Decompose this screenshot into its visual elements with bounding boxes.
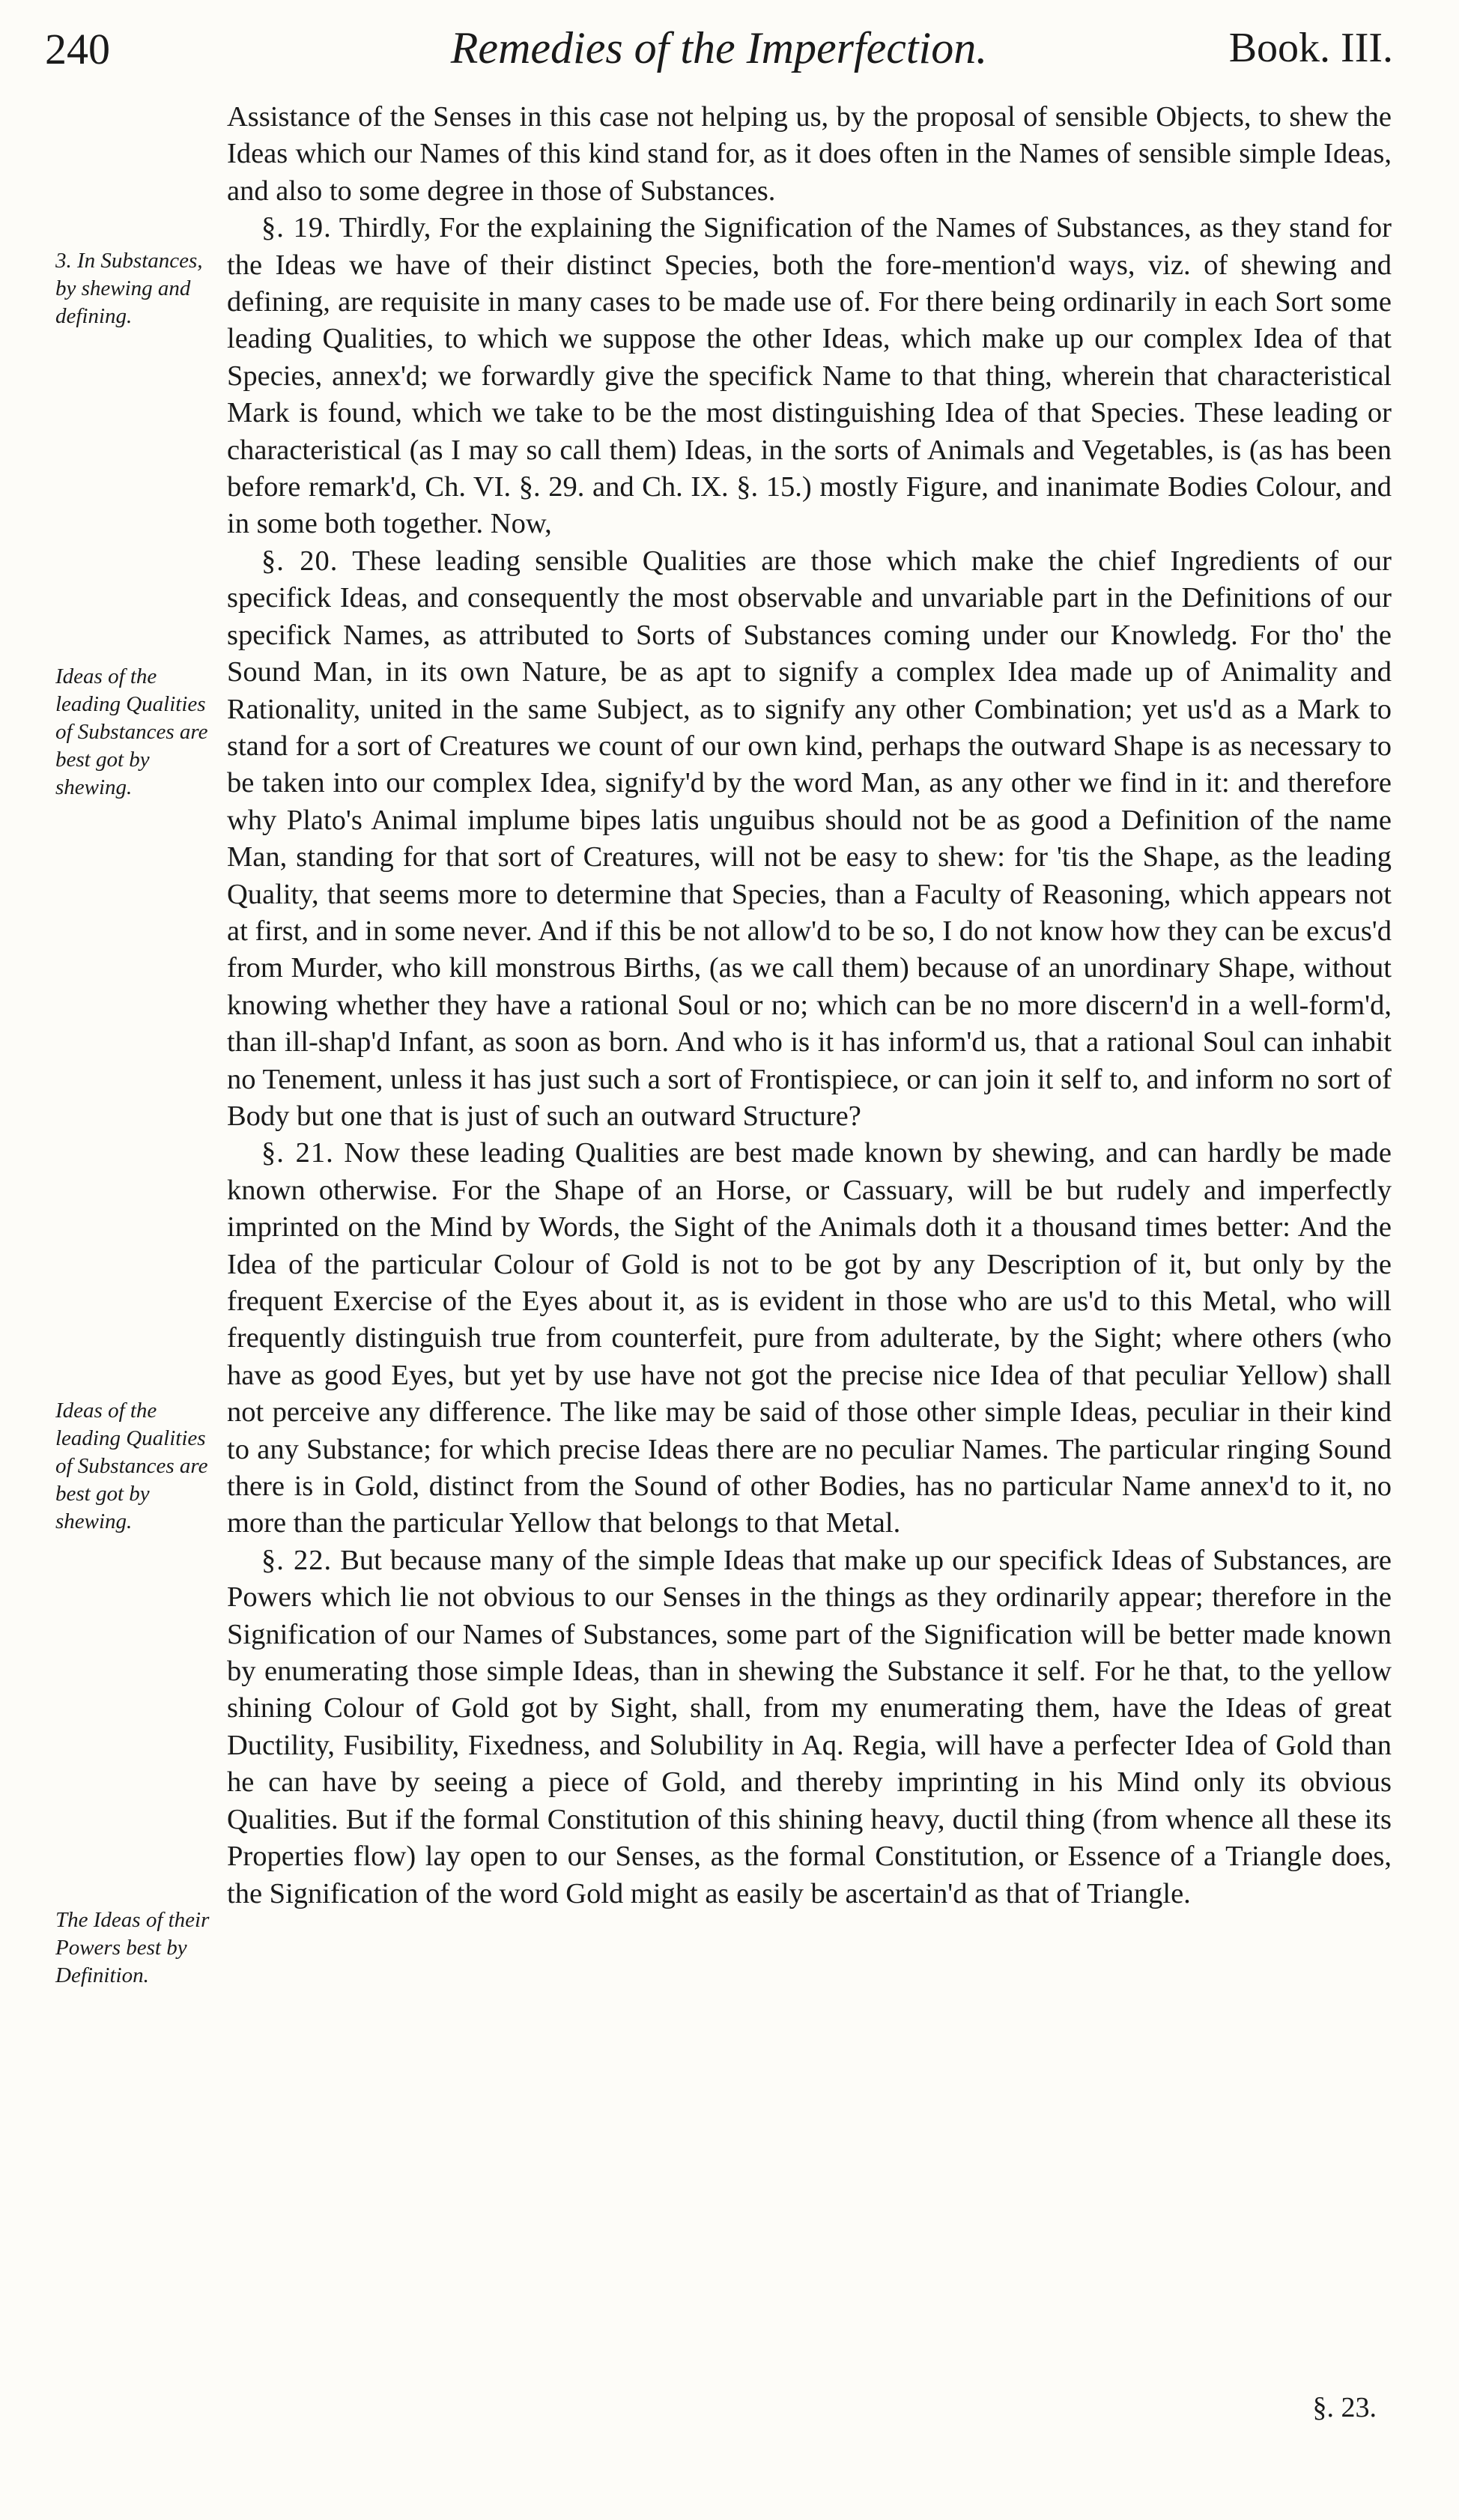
paragraph-text: Thirdly, For the explaining the Signification of the Names of Substances, as they stand for the Ideas we have of their distinct Species, both the fore-mention'd ways, viz. of shewing and defining, are requisite in many cases to be made use of. For there being ordinarily in each Sort some leading Qualities, to which we suppose the other Ideas, which make up our complex Idea of that Species, annex'd; we forwardly give the specifick Name to that thing, wherein that characteristical Mark is found, which we take to be the most distinguishing Idea of that Species. These leading or characteristical (as I may so call them) Ideas, in the sorts of Animals and Vegetables, is (as has been before remark'd, Ch. VI. §. 29. and Ch. IX. §. 15.) mostly Figure, and inanimate Bodies Colour, and in some both together. Now,	[227, 212, 1392, 540]
page-number: 240	[45, 25, 110, 73]
paragraph	[227, 543, 1392, 1136]
book-label: Book. III.	[1228, 25, 1393, 71]
catchword: §. 23.	[1312, 2392, 1377, 2423]
margin-note: Ideas of the leading Qualities of Substances are best got by shewing.	[55, 1399, 208, 1533]
margin-note: 3. In Substances, by shewing and defining.	[55, 249, 203, 328]
section-number: §. 22.	[261, 1544, 333, 1576]
body-text	[227, 99, 1392, 1912]
paragraph-text: Assistance of the Senses in this case not helping us, by the proposal of sensible Objects, to shew the Ideas which our Names of this kind stand for, as it does often in the Names of sensible simple Ideas, and also to some degree in those of Substances.	[227, 101, 1392, 207]
running-title: Remedies of the Imperfection.	[450, 23, 988, 73]
paragraph-text: But because many of the simple Ideas that make up our specifick Ideas of Substances, are Powers which lie not obvious to our Senses in the things as they ordinarily appear; therefore in the Signification of our Names of Substances, some part of the Signification will be better made known by enumerating those simple Ideas, than in shewing the Substance it self. For he that, to the yellow shining Colour of Gold got by Sight, shall, from my enumerating them, have the Ideas of great Ductility, Fusibility, Fixedness, and Solubility in Aq. Regia, will have a perfecter Idea of Gold than he can have by seeing a piece of Gold, and thereby imprinting in his Mind only its obvious Qualities. But if the formal Constitution of this shining heavy, ductil thing (from whence all these its Properties flow) lay open to our Senses, as the formal Constitution, or Essence of a Triangle does, the Signification of the word Gold might as easily be ascertain'd as that of Triangle.	[227, 1544, 1392, 1909]
paragraph-text: These leading sensible Qualities are those which make the chief Ingredients of our specifick Ideas, and consequently the most observable and unvariable part in the Definitions of our specifick Names, as attributed to Sorts of Substances coming under our Knowledg. For tho' the Sound Man, in its own Nature, be as apt to signify a complex Idea made up of Animality and Rationality, united in the same Subject, as to signify any other Combination; yet us'd as a Mark to stand for a sort of Creatures we count of our own kind, perhaps the outward Shape is as necessary to be taken into our complex Idea, signify'd by the word Man, as any other we find in it: and therefore why Plato's Animal implume bipes latis unguibus should not be as good a Definition of the name Man, standing for that sort of Creatures, will not be easy to shew: for 'tis the Shape, as the leading Quality, that seems more to determine that Species, than a Faculty of Reasoning, which appears not at first, and in some never. And if this be not allow'd to be so, I do not know how they can be excus'd from Murder, who kill monstrous Births, (as we call them) because of an unordinary Shape, without knowing whether they have a rational Soul or no; which can be no more discern'd in a well-form'd, than ill-shap'd Infant, as soon as born. And who is it has inform'd us, that a rational Soul can inhabit no Tenement, unless it has just such a sort of Frontispiece, or can join it self to, and inform no sort of Body but one that is just of such an outward Structure?	[227, 545, 1392, 1132]
margin-note: The Ideas of their Powers best by Definition.	[55, 1908, 210, 1987]
section-number: §. 21.	[261, 1137, 334, 1169]
section-number: §. 19.	[261, 212, 332, 244]
paragraph-text: Now these leading Qualities are best made known by shewing, and can hardly be made known otherwise. For the Shape of an Horse, or Cassuary, will be but rudely and imperfectly imprinted on the Mind by Words, the Sight of the Animals doth it a thousand times better: And the Idea of the particular Colour of Gold is not to be got by any Description of it, but only by the frequent Exercise of the Eyes about it, as is evident in those who are us'd to this Metal, who will frequently distinguish true from counterfeit, pure from adulterate, by the Sight; where others (who have as good Eyes, but yet by use have not got the precise nice Idea of that peculiar Yellow) shall not perceive any difference. The like may be said of those other simple Ideas, peculiar in their kind to any Substance; for which precise Ideas there are no peculiar Names. The particular ringing Sound there is in Gold, distinct from the Sound of other Bodies, has no particular Name annex'd to it, no more than the particular Yellow that belongs to that Metal.	[227, 1137, 1392, 1539]
paragraph	[227, 210, 1392, 543]
paragraph	[227, 1542, 1392, 1912]
section-number: §. 20.	[261, 545, 339, 577]
paragraph	[227, 99, 1392, 210]
page-header	[45, 22, 1393, 82]
margin-note: Ideas of the leading Qualities of Substances are best got by shewing.	[55, 664, 208, 799]
paragraph	[227, 1135, 1392, 1542]
